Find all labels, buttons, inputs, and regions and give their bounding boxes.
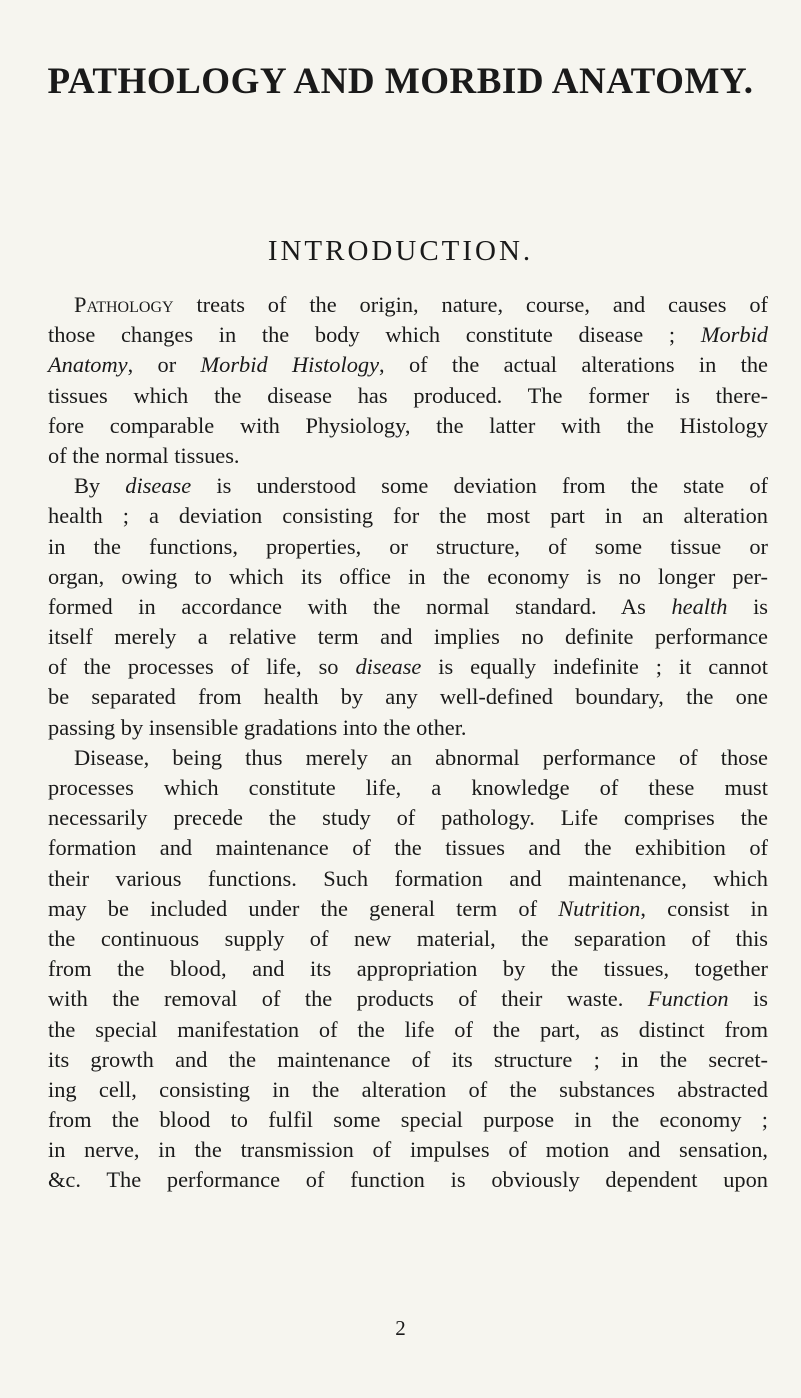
text-line: tissues which the disease has produced. The former is there-	[48, 382, 768, 408]
text-line: itself merely a relative term and implies no definite performance	[48, 624, 768, 650]
text-line: formation and maintenance of the tissues and the exhibition of	[48, 835, 768, 861]
text-line: from the blood, and its appropriation by the tissues, together	[48, 956, 768, 982]
text-line: their various functions. Such formation and maintenance, which	[48, 865, 768, 891]
page-number: 2	[395, 1316, 406, 1340]
running-title: PATHOLOGY AND MORBID ANATOMY.	[47, 61, 754, 102]
text-line: Anatomy, or Morbid Histology, of the actual alterations in the	[48, 352, 768, 378]
text-line: Disease, being thus merely an abnormal performance of those	[74, 744, 768, 770]
text-line: &c. The performance of function is obviously dependent upon	[48, 1167, 768, 1193]
text-line: those changes in the body which constitute disease ; Morbid	[48, 322, 768, 348]
text-line: the special manifestation of the life of the part, as distinct from	[48, 1016, 768, 1042]
text-line: necessarily precede the study of pathology. Life comprises the	[48, 805, 768, 831]
text-line: organ, owing to which its office in the economy is no longer per-	[48, 563, 768, 589]
text-line: with the removal of the products of their waste. Function is	[48, 986, 768, 1012]
lead-word: Pathology	[74, 292, 174, 317]
text-line: the continuous supply of new material, the separation of this	[48, 925, 768, 951]
text-line: of the processes of life, so disease is equally indefinite ; it cannot	[48, 654, 768, 680]
text-line: be separated from health by any well-defined boundary, the one	[48, 684, 768, 710]
text-line: in the functions, properties, or structure, of some tissue or	[48, 533, 768, 559]
text-line: ing cell, consisting in the alteration of the substances abstracted	[48, 1076, 768, 1102]
text-line: passing by insensible gradations into the other.	[48, 714, 467, 740]
text-line: from the blood to fulfil some special purpose in the economy ;	[48, 1107, 768, 1133]
text-line: may be included under the general term of Nutrition, consist in	[48, 895, 768, 921]
section-heading: INTRODUCTION.	[267, 235, 534, 267]
text-line: By disease is understood some deviation from the state of	[74, 473, 768, 499]
text-line: its growth and the maintenance of its structure ; in the secret-	[48, 1046, 768, 1072]
text-line: formed in accordance with the normal standard. As health is	[48, 593, 769, 619]
text-line: processes which constitute life, a knowledge of these must	[48, 775, 768, 800]
text-line: in nerve, in the transmission of impulses of motion and sensation,	[48, 1137, 768, 1163]
body-text	[48, 290, 768, 1196]
text-line: health ; a deviation consisting for the most part in an alteration	[48, 503, 768, 529]
text-line: Pathology treats of the origin, nature, course, and causes of	[74, 292, 768, 317]
text-line: of the normal tissues.	[48, 442, 240, 468]
text-line: fore comparable with Physiology, the latter with the Histology	[48, 412, 768, 438]
